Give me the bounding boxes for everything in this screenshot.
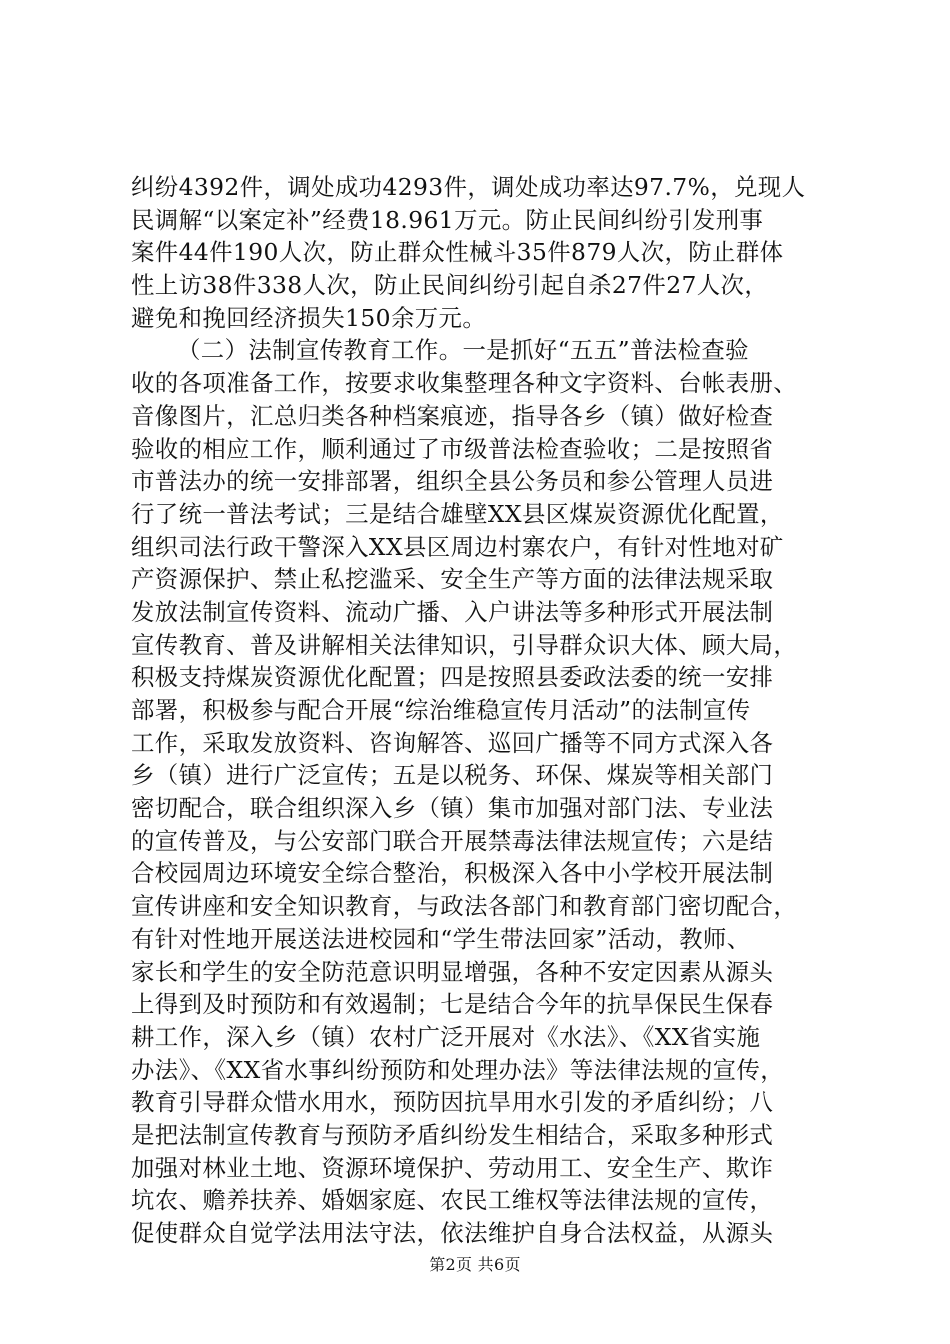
text-line: 工作，采取发放资料、咨询解答、巡回广播等不同方式深入各 (131, 728, 774, 757)
page-number-footer: 第2页 共6页 (429, 1255, 521, 1274)
text-line: 案件44件190人次，防止群众性械斗35件879人次，防止群体 (131, 238, 784, 267)
text-line: 家长和学生的安全防范意识明显增强，各种不安定因素从源头 (131, 957, 774, 986)
text-line: 合校园周边环境安全综合整治，积极深入各中小学校开展法制 (131, 859, 774, 888)
text-line: 乡（镇）进行广泛宣传；五是以税务、环保、煤炭等相关部门 (131, 761, 774, 790)
text-line: 验收的相应工作，顺利通过了市级普法检查验收；二是按照省 (131, 434, 774, 463)
text-line: 宣传讲座和安全知识教育，与政法各部门和教育部门密切配合， (131, 892, 798, 921)
text-line: 的宣传普及，与公安部门联合开展禁毒法律法规宣传；六是结 (131, 826, 774, 855)
text-line: 避免和挽回经济损失150余万元。 (131, 303, 487, 332)
text-line: 市普法办的统一安排部署，组织全县公务员和参公管理人员进 (131, 467, 774, 496)
section-heading-line: （二）法制宣传教育工作。一是抓好“五五”普法检查验 (177, 336, 749, 365)
text-line: 积极支持煤炭资源优化配置；四是按照县委政法委的统一安排 (131, 663, 774, 692)
text-line: 纠纷4392件，调处成功4293件，调处成功率达97.7%，兑现人 (131, 173, 806, 201)
text-line: 坑农、赡养扶养、婚姻家庭、农民工维权等法律法规的宣传， (131, 1186, 774, 1215)
body-text (131, 171, 831, 1250)
text-line: 音像图片，汇总归类各种档案痕迹，指导各乡（镇）做好检查 (131, 401, 774, 430)
text-line: 发放法制宣传资料、流动广播、入户讲法等多种形式开展法制 (131, 597, 774, 626)
text-line: 行了统一普法考试；三是结合雄壁XX县区煤炭资源优化配置， (131, 499, 784, 528)
text-line: 办法》、《XX省水事纠纷预防和处理办法》等法律法规的宣传， (131, 1055, 785, 1084)
text-line: 上得到及时预防和有效遏制；七是结合今年的抗旱保民生保春 (131, 990, 774, 1019)
text-line: 民调解“以案定补”经费18.961万元。防止民间纠纷引发刑事 (131, 205, 764, 234)
text-line: 密切配合，联合组织深入乡（镇）集市加强对部门法、专业法 (131, 794, 774, 823)
text-line: 宣传教育、普及讲解相关法律知识，引导群众识大体、顾大局， (131, 630, 798, 659)
text-line: 收的各项准备工作，按要求收集整理各种文字资料、台帐表册、 (131, 369, 798, 398)
text-line: 教育引导群众惜水用水，预防因抗旱用水引发的矛盾纠纷；八 (131, 1088, 774, 1117)
text-line: 有针对性地开展送法进校园和“学生带法回家”活动，教师、 (131, 924, 751, 953)
text-line: 促使群众自觉学法用法守法，依法维护自身合法权益，从源头 (131, 1219, 774, 1247)
text-line: 性上访38件338人次，防止民间纠纷引起自杀27件27人次， (131, 271, 769, 300)
text-line: 耕工作，深入乡（镇）农村广泛开展对《水法》、《XX省实施 (131, 1022, 761, 1051)
text-line: 产资源保护、禁止私挖滥采、安全生产等方面的法律法规采取 (131, 565, 774, 594)
text-line: 组织司法行政干警深入XX县区周边村寨农户，有针对性地对矿 (131, 532, 784, 561)
text-line: 加强对林业土地、资源环境保护、劳动用工、安全生产、欺诈 (131, 1153, 774, 1182)
text-line: 部署，积极参与配合开展“综治维稳宣传月活动”的法制宣传 (131, 696, 751, 724)
text-line: 是把法制宣传教育与预防矛盾纠纷发生相结合，采取多种形式 (131, 1120, 774, 1149)
